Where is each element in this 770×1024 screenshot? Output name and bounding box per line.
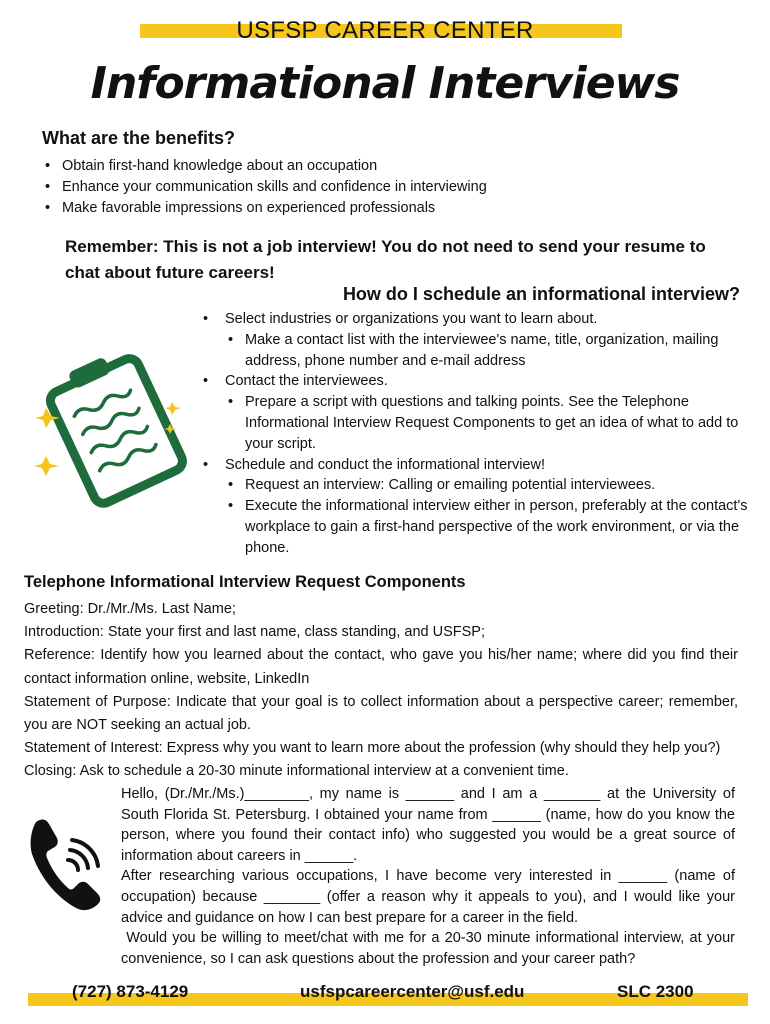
script-paragraph: After researching various occupations, I have become very interested in ______ (name of occupation) because _______ (offer a reason why it appeals to you), and I would like your advice and guidance on how I can best prepare for a career in the field. — [121, 868, 735, 926]
schedule-heading: How do I schedule an informational interview? — [342, 284, 740, 304]
sub-step-item: • Make a contact list with the interviewee's name, title, organization, mailing address, phone number and e-mail address — [225, 330, 750, 372]
request-components — [24, 598, 738, 784]
sub-step-item: • Execute the informational interview either in person, preferably at the contact's workplace to gain a first-hand perspective of the work environment, or via the phone. — [225, 496, 750, 558]
step-item — [200, 309, 750, 371]
sample-script — [121, 784, 740, 969]
step-text: Schedule and conduct the informational interview! — [225, 456, 545, 473]
step-item — [200, 455, 750, 559]
component-closing: Closing: Ask to schedule a 20-30 minute informational interview at a convenient time. — [24, 763, 569, 780]
schedule-steps — [200, 309, 750, 559]
component-interest: Statement of Interest: Express why you want to learn more about the profession (why should they help you?) — [24, 740, 721, 757]
phone-icon — [31, 820, 101, 911]
step-item — [200, 371, 750, 454]
phone-illustration — [22, 812, 102, 912]
benefits-heading: What are the benefits? — [42, 128, 236, 148]
footer-email[interactable]: usfspcareercenter@usf.edu — [300, 982, 525, 1001]
component-purpose: Statement of Purpose: Indicate that your goal is to collect information about a perspective career; remember, you are NOT seeking an actual job. — [24, 693, 738, 734]
component-introduction: Introduction: State your first and last name, class standing, and USFSP; — [24, 624, 486, 641]
clipboard-icon — [42, 348, 186, 506]
list-item: • Enhance your communication skills and confidence in interviewing — [45, 177, 487, 198]
center-name: USFSP CAREER CENTER — [236, 17, 534, 44]
clipboard-illustration — [28, 348, 188, 508]
sub-step-item: • Prepare a script with questions and talking points. See the Telephone Informational Interview Request Components to get an idea of what to add to your script. — [225, 392, 750, 454]
sub-step-item: • Request an interview: Calling or emailing potential interviewees. — [225, 475, 750, 496]
list-item: • Make favorable impressions on experienced professionals — [45, 198, 487, 219]
page-title: Informational Interviews — [90, 58, 680, 109]
script-paragraph: Would you be willing to meet/chat with me for a 20-30 minute informational interview, at your convenience, so I can ask questions about the profession and your career path? — [121, 930, 740, 967]
remember-note: Remember: This is not a job interview! You do not need to send your resume to chat about future careers! — [65, 237, 706, 282]
footer-phone: (727) 873-4129 — [72, 982, 189, 1001]
footer-location: SLC 2300 — [617, 982, 694, 1001]
component-reference: Reference: Identify how you learned about the contact, who gave you his/her name; where did you find their contact information online, website, LinkedIn — [24, 647, 738, 687]
script-paragraph: Hello, (Dr./Mr./Ms.)________, my name is ______ and I am a _______ at the University of South Florida St. Petersburg. I obtained your name from ______ (name, how do you know the person, where you found their contact info) who suggested you would be a great source of information about careers in ______. — [121, 786, 735, 864]
step-text: Select industries or organizations you want to learn about. — [225, 311, 598, 327]
telephone-heading: Telephone Informational Interview Request Components — [24, 573, 466, 591]
list-item: • Obtain first-hand knowledge about an occupation — [45, 156, 487, 177]
step-text: Contact the interviewees. — [225, 373, 388, 390]
component-greeting: Greeting: Dr./Mr./Ms. Last Name; — [24, 601, 236, 617]
benefits-list — [45, 156, 487, 219]
